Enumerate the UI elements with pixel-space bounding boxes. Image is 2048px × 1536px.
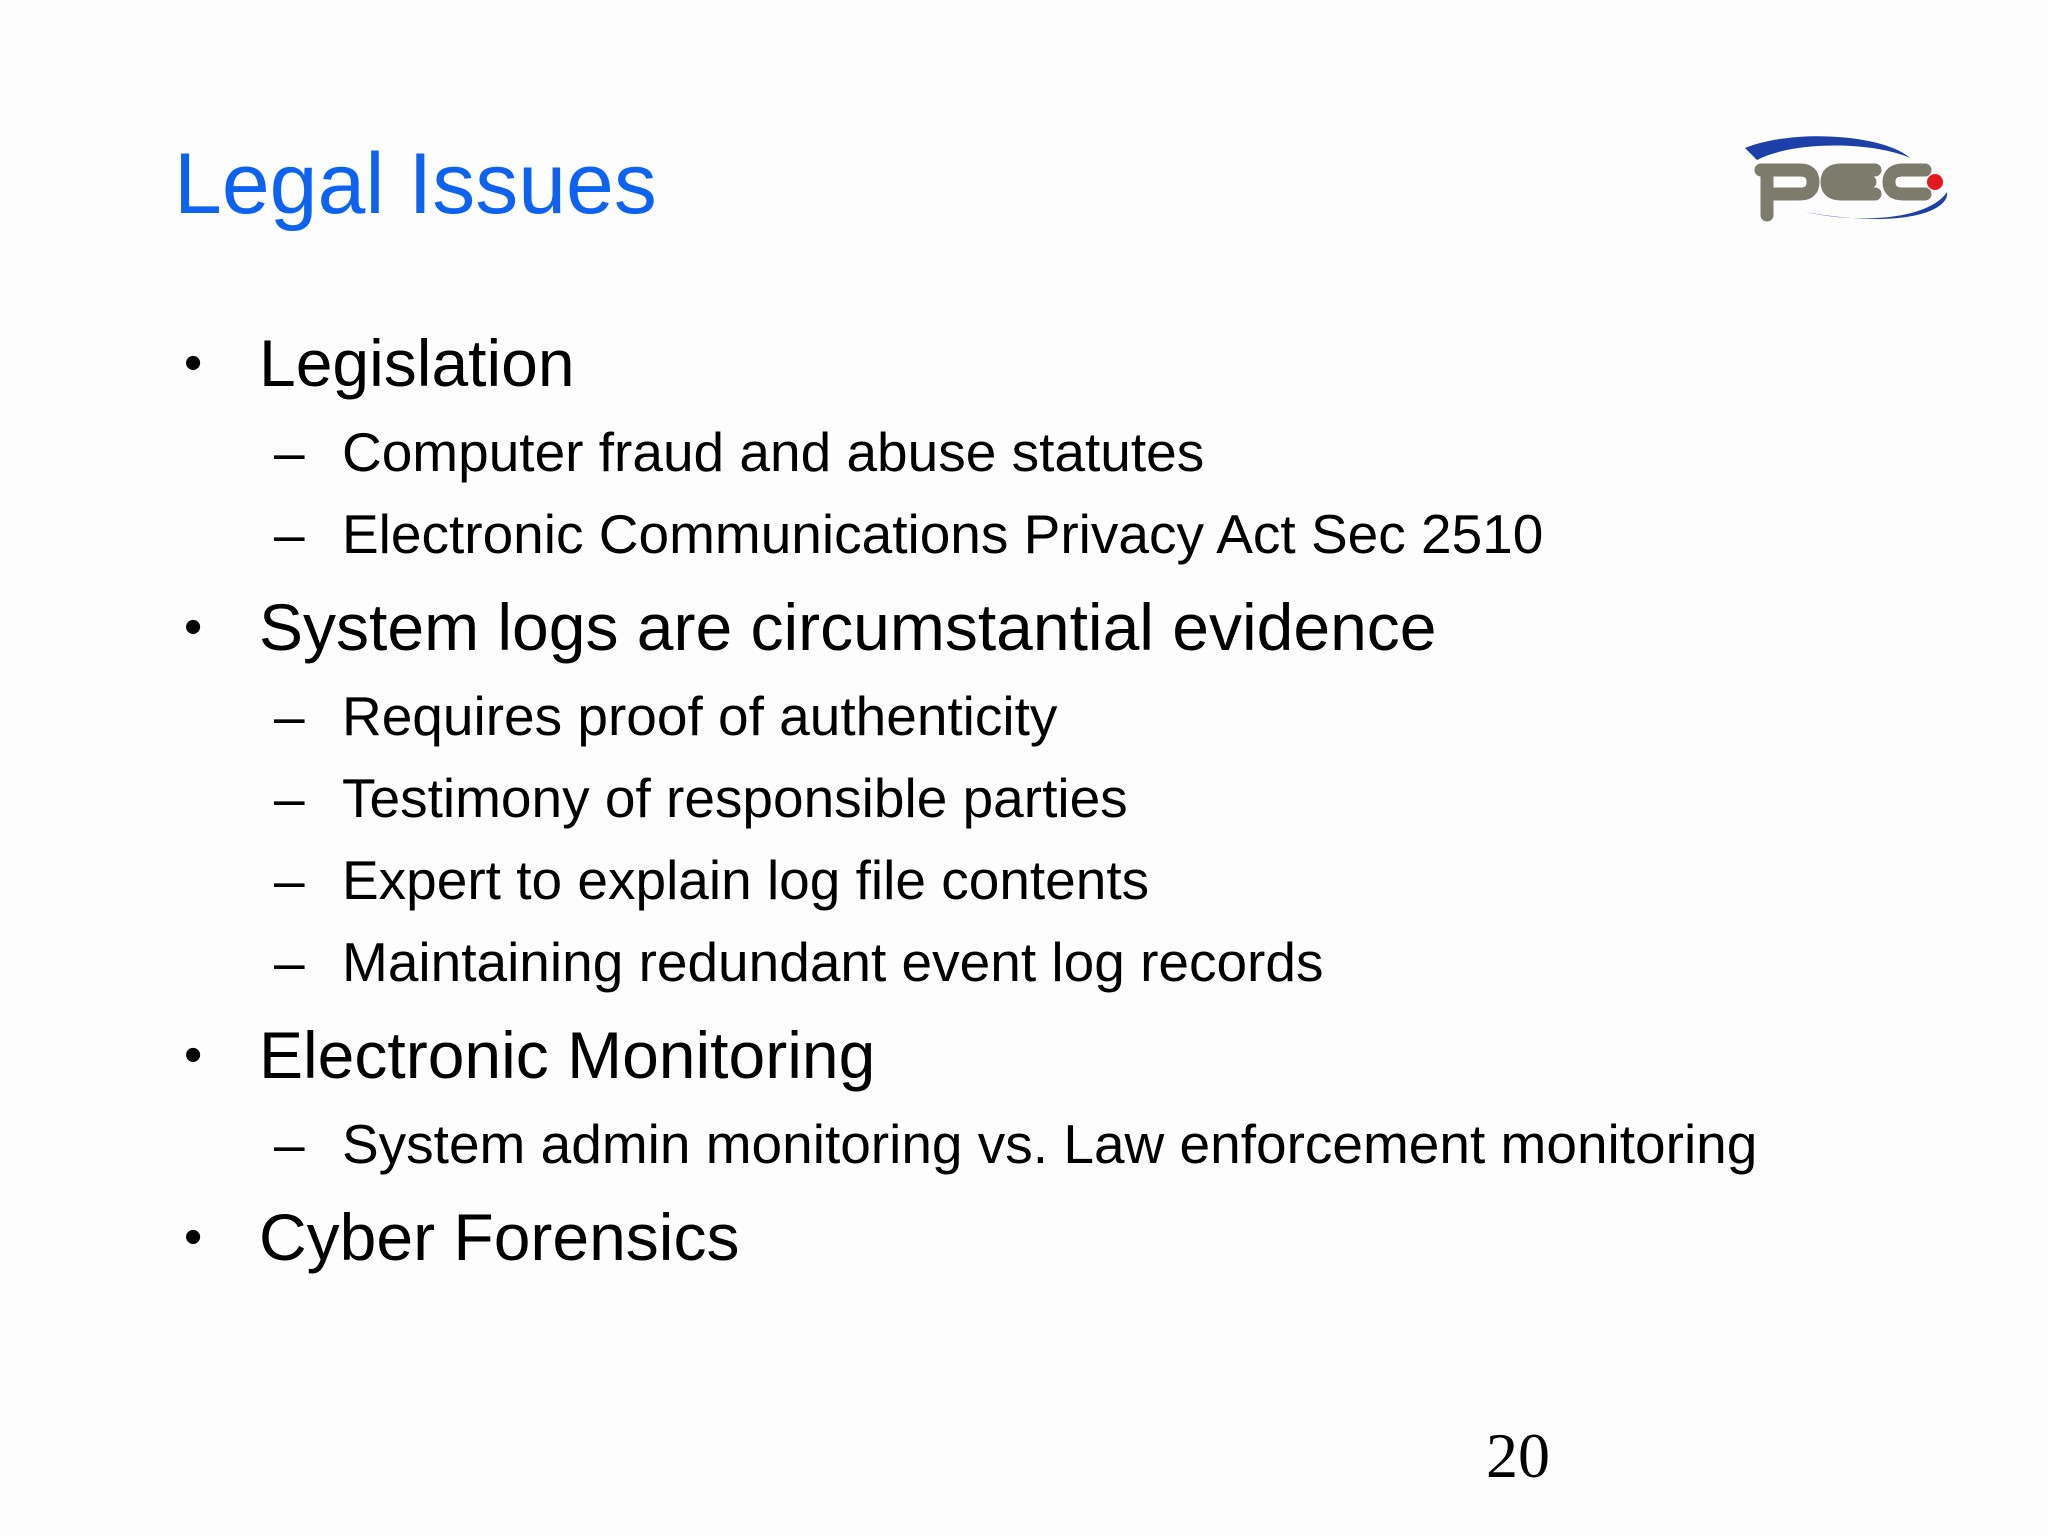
- bullet-text: Legislation: [259, 326, 575, 400]
- bullet-marker: •: [184, 1026, 203, 1084]
- dash-marker: –: [274, 1113, 305, 1175]
- dash-marker: –: [274, 685, 305, 747]
- sub-bullet-text: Maintaining redundant event log records: [342, 931, 1324, 993]
- dash-marker: –: [274, 421, 305, 483]
- sub-bullet-text: Requires proof of authenticity: [342, 685, 1058, 747]
- sub-bullet-text: System admin monitoring vs. Law enforcement monitoring: [342, 1113, 1758, 1175]
- sub-bullet-text: Expert to explain log file contents: [342, 849, 1150, 911]
- dash-marker: –: [274, 931, 305, 993]
- sub-bullet-text: Computer fraud and abuse statutes: [342, 421, 1205, 483]
- bullet-marker: •: [184, 598, 203, 656]
- bullet-text: Electronic Monitoring: [259, 1018, 876, 1092]
- bullet-text: Cyber Forensics: [259, 1200, 740, 1274]
- dash-marker: –: [274, 503, 305, 565]
- page-number: 20: [1486, 1420, 1550, 1491]
- slide-title: Legal Issues: [174, 136, 657, 232]
- bullet-marker: •: [184, 1208, 203, 1266]
- bullet-marker: •: [184, 334, 203, 392]
- sub-bullet-text: Testimony of responsible parties: [342, 767, 1128, 829]
- sub-bullet-text: Electronic Communications Privacy Act Sec 2510: [342, 503, 1544, 565]
- dash-marker: –: [274, 767, 305, 829]
- bullet-text: System logs are circumstantial evidence: [259, 590, 1437, 664]
- pec-logo: [1735, 130, 1955, 230]
- dash-marker: –: [274, 849, 305, 911]
